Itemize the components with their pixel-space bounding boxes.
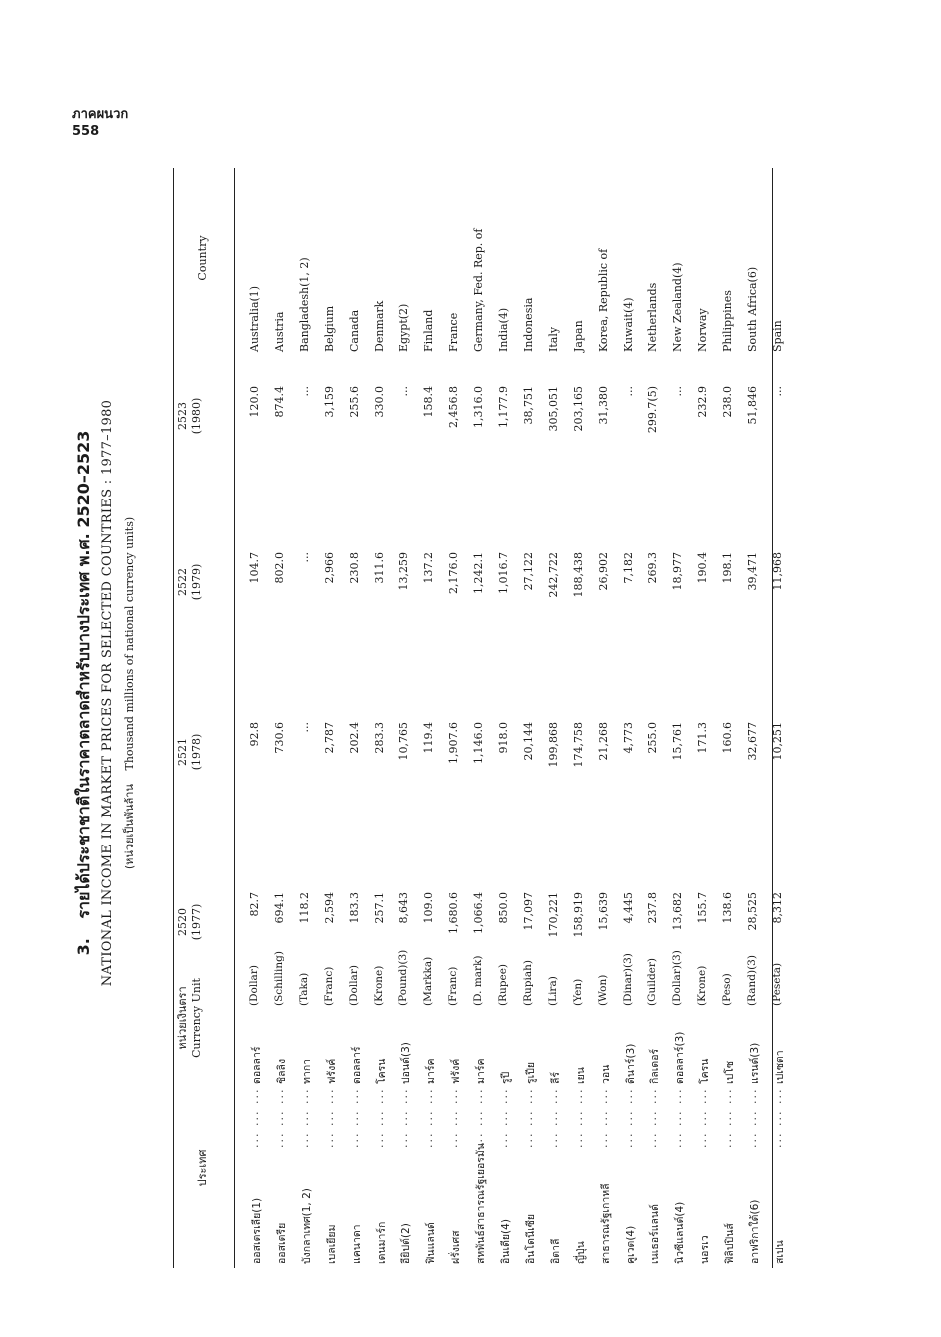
dot-leader: ... ... ... [397,1087,411,1148]
rotated-table-sheet [68,118,838,1268]
table-row [640,168,668,1268]
value-1980: 3,159 [322,386,336,418]
dot-leader: ... ... ... [447,1087,461,1148]
value-1977: 155.7 [696,892,710,924]
value-1979: 2,966 [322,552,336,584]
table-row [740,168,768,1268]
value-1977: 850.0 [497,892,510,924]
header-year-ad: (1978) [190,733,203,771]
value-1977: 8,312 [770,892,784,924]
country-name-english: Italy [546,326,560,352]
table-row [491,168,519,1268]
value-1979: 11,968 [770,552,784,591]
value-1977: 237.8 [646,892,660,924]
country-name-english: Finland [422,309,436,352]
value-1977: 82.7 [248,892,261,917]
table-row [416,168,444,1268]
currency-english: (Dollar) [347,965,360,1006]
dot-leader: ... ... ... [297,1087,311,1148]
dot-leader: ... ... ... [521,1087,535,1148]
currency-english: (Krone) [696,965,709,1006]
value-1980: ... [297,386,311,397]
dot-leader: ... ... ... [646,1087,660,1148]
value-1977: 158,919 [571,892,585,938]
country-name-english: France [447,312,461,352]
value-1980: 305,051 [546,386,560,432]
dot-leader: ... ... ... [472,1087,486,1148]
value-1979: 137.2 [422,552,436,584]
value-1979: ... [297,552,311,563]
value-1978: 10,765 [397,722,411,761]
country-name-thai: สหพันธ์สาธารณรัฐเยอรมัน [475,1142,488,1264]
unit-note [120,118,138,1268]
value-1978: 174,758 [571,722,585,768]
table-row [342,168,370,1268]
page-number: 558 [72,124,100,139]
table-row [765,168,793,1268]
country-name-thai: คูเวต(4) [624,1225,637,1264]
value-1980: ... [671,386,685,397]
currency-thai: โครน [375,1058,388,1084]
value-1978: 202.4 [347,722,361,754]
value-1977: 2,594 [322,892,336,924]
table-row [317,168,345,1268]
currency-thai: กิลเดอร์ [649,1048,662,1084]
country-name-english: Canada [347,309,361,352]
dot-leader: ... ... ... [746,1087,759,1148]
country-name-thai: สาธารณรัฐเกาหลี [599,1183,612,1264]
country-name-english: India(4) [497,307,510,352]
header-year-1980 [176,386,232,446]
country-name-english: Netherlands [646,282,660,352]
table-row [242,168,270,1268]
currency-english: (Markka) [422,956,435,1006]
value-1979: 13,259 [397,552,411,591]
table-row [715,168,743,1268]
currency-english: (Krone) [372,965,385,1006]
currency-thai: ดินาร์(3) [624,1043,637,1084]
table-top-rule [173,168,174,1268]
value-1977: 138.6 [721,892,735,924]
value-1979: 188,438 [571,552,585,598]
country-name-thai: ออสเตรีย [275,1222,288,1264]
value-1979: 39,471 [746,552,759,591]
currency-thai: รูเปีย [524,1061,537,1084]
table-number: 3. [74,938,93,956]
dot-leader: ... ... ... [322,1087,336,1148]
value-1980: 1,177.9 [497,386,510,428]
country-name-thai: นิวซีแลนด์(4) [674,1201,687,1264]
value-1978: 199,868 [546,722,560,768]
table-row [665,168,693,1268]
currency-thai: ทากา [300,1058,313,1084]
table-row [292,168,320,1268]
dot-leader: ... ... ... [546,1087,560,1148]
currency-english: (Peseta) [770,962,783,1006]
country-name-thai: บังกลาเทศ(1, 2) [300,1188,313,1264]
currency-english: (Rupiah) [521,960,534,1006]
value-1978: 4,773 [621,722,635,754]
value-1978: 283.3 [372,722,386,754]
value-1977: 183.3 [347,892,361,924]
currency-thai: เปโซ [724,1060,737,1084]
header-year-be: 2520 [176,908,189,936]
currency-english: (Dollar) [248,965,260,1006]
value-1977: 17,097 [521,892,535,931]
value-1980: 255.6 [347,386,361,418]
dot-leader: ... ... ... [272,1087,286,1148]
country-name-english: Spain [770,320,784,352]
table-header-rule [234,168,235,1268]
table-row [466,168,494,1268]
table-row [267,168,295,1268]
value-1978: 171.3 [696,722,710,754]
country-name-english: Egypt(2) [397,303,411,352]
dot-leader: ... ... ... [621,1087,635,1148]
value-1980: 120.0 [248,386,261,418]
value-1979: 311.6 [372,552,386,584]
currency-thai: วอน [599,1064,612,1084]
value-1980: ... [770,386,784,397]
dot-leader: ... ... ... [372,1087,386,1148]
currency-english: (Dollar)(3) [671,950,684,1006]
value-1978: 21,268 [596,722,610,761]
value-1977: 1,066.4 [472,892,486,934]
value-1978: 20,144 [521,722,535,761]
country-name-thai: อาฟริกาใต้(6) [749,1199,761,1264]
country-name-english: Indonesia [521,297,535,352]
currency-english: (Schilling) [272,951,285,1006]
currency-english: (Lira) [546,976,559,1006]
title-english: NATIONAL INCOME IN MARKET PRICES FOR SELECTED COUNTRIES : 1977–1980 [100,399,115,987]
country-name-thai: สเปน [773,1240,786,1264]
value-1978: 10,251 [770,722,784,761]
country-name-english: Australia(1) [248,285,261,352]
dot-leader: ... ... ... [770,1087,784,1148]
value-1980: 31,380 [596,386,610,425]
value-1978: 1,146.0 [472,722,486,764]
value-1980: 330.0 [372,386,386,418]
header-year-1977 [176,892,232,952]
value-1980: 38,751 [521,386,535,425]
value-1978: 15,761 [671,722,685,761]
value-1977: 170,221 [546,892,560,938]
value-1979: 2,176.0 [447,552,461,594]
table-row [441,168,469,1268]
currency-english: (Won) [596,974,609,1006]
value-1979: 242,722 [546,552,560,598]
header-currency-english: Currency Unit [190,978,203,1058]
dot-leader: ... ... ... [347,1087,361,1148]
table-row [690,168,718,1268]
value-1977: 4,445 [621,892,635,924]
value-1980: 874.4 [272,386,286,418]
value-1979: 104.7 [248,552,261,584]
country-name-english: Austria [272,311,286,352]
table-row [616,168,644,1268]
currency-thai: มาร์ค [425,1058,438,1084]
value-1978: ... [297,722,311,733]
country-name-thai: แคนาดา [350,1224,363,1264]
value-1979: 1,242.1 [472,552,486,594]
country-name-thai: เนเธอร์แลนด์ [649,1204,662,1264]
value-1978: 730.6 [272,722,286,754]
header-year-ad: (1980) [190,397,203,435]
value-1980: 51,846 [746,386,759,425]
dot-leader: ... ... ... [671,1087,685,1148]
value-1980: 1,316.0 [472,386,486,428]
value-1980: 2,456.8 [447,386,461,428]
country-name-thai: ญี่ปุ่น [574,1241,587,1264]
value-1980: 238.0 [721,386,735,418]
value-1979: 26,902 [596,552,610,591]
currency-english: (D. mark) [472,955,485,1006]
country-name-thai: อินโดนีเซีย [524,1214,537,1264]
value-1979: 802.0 [272,552,286,584]
value-1977: 8,643 [397,892,411,924]
country-name-english: Denmark [372,300,386,352]
dot-leader: ... ... ... [596,1087,610,1148]
header-country-thai: ประเทศ [196,1149,209,1187]
header-year-1978 [176,722,232,782]
value-1977: 118.2 [297,892,311,924]
value-1977: 1,680.6 [447,892,461,934]
value-1979: 230.8 [347,552,361,584]
value-1979: 190.4 [696,552,710,584]
country-name-english: Belgium [322,305,336,352]
currency-english: (Rupee) [497,963,509,1006]
title-thai [72,118,97,1268]
country-name-english: Norway [696,308,710,352]
header-year-ad: (1977) [190,903,203,941]
currency-english: (Pound)(3) [397,949,410,1006]
country-name-thai: นอรเว [699,1235,712,1264]
currency-thai: รูปี [500,1071,512,1084]
value-1979: 18,977 [671,552,685,591]
unit-note-thai: (หน่วยเป็นพันล้าน [123,784,136,870]
dot-leader: ... ... ... [422,1087,436,1148]
value-1980: 158.4 [422,386,436,418]
table-row [566,168,594,1268]
country-name-english: Japan [571,320,585,352]
table-row [516,168,544,1268]
currency-thai: ดอลลาร์(3) [674,1031,687,1084]
value-1979: 269.3 [646,552,660,584]
section-label: ภาคผนวก [72,107,129,122]
currency-thai: โครน [699,1058,712,1084]
value-1978: 92.8 [248,722,261,747]
value-1978: 2,787 [322,722,336,754]
country-name-english: Bangladesh(1, 2) [297,257,311,352]
country-name-thai: ออสเตรเลีย(1) [251,1197,263,1264]
value-1980: 299.7(5) [646,386,660,434]
country-name-english: Germany, Fed. Rep. of [472,228,486,352]
country-name-english: South Africa(6) [746,266,759,352]
value-1978: 1,907.6 [447,722,461,764]
country-name-thai: อิตาลี [549,1238,562,1264]
header-year-be: 2522 [176,568,189,596]
header-currency-thai: หน่วยเงินตรา [176,986,189,1050]
currency-thai: ฟรังค์ [325,1058,338,1084]
value-1979: 7,182 [621,552,635,584]
title-thai-text: รายได้ประชาชาติในราคาตลาดสำหรับบางประเทศ พ.ศ. 2520–2523 [74,430,93,919]
dot-leader: ... ... ... [497,1087,510,1148]
currency-thai: ปอนด์(3) [400,1042,413,1084]
currency-english: (Peso) [721,973,734,1006]
currency-thai: เยน [574,1067,587,1084]
currency-english: (Yen) [571,978,584,1006]
dot-leader: ... ... ... [696,1087,710,1148]
currency-english: (Guilder) [646,957,659,1006]
country-name-thai: อียิปต์(2) [400,1223,413,1264]
currency-english: (Franc) [322,966,335,1006]
value-1979: 27,122 [521,552,535,591]
value-1978: 160.6 [721,722,735,754]
table-bottom-rule [772,168,773,1268]
country-name-thai: อินเดีย(4) [500,1219,512,1264]
value-1977: 13,682 [671,892,685,931]
header-year-be: 2523 [176,402,189,430]
dot-leader: ... ... ... [571,1087,585,1148]
unit-note-english: Thousand millions of national currency units) [123,516,136,771]
currency-english: (Franc) [447,966,460,1006]
currency-thai: ดอลลาร์ [251,1046,263,1084]
currency-thai: มาร์ค [475,1058,488,1084]
value-1980: 203,165 [571,386,585,432]
value-1978: 255.0 [646,722,660,754]
table-row [541,168,569,1268]
value-1977: 257.1 [372,892,386,924]
country-name-english: Philippines [721,290,735,352]
value-1977: 109.0 [422,892,436,924]
country-name-thai: ฟิลิปปินส์ [724,1223,737,1264]
header-year-ad: (1979) [190,563,203,601]
header-currency [176,948,232,1088]
header-year-1979 [176,552,232,612]
currency-english: (Dinar)(3) [621,953,634,1006]
table-row [591,168,619,1268]
value-1978: 32,677 [746,722,759,761]
value-1980: ... [397,386,411,397]
dot-leader: ... ... ... [721,1087,735,1148]
table-row [391,168,419,1268]
value-1979: 198.1 [721,552,735,584]
country-name-thai: เบลเยียม [325,1224,338,1264]
country-name-english: Kuwait(4) [621,297,635,352]
country-name-english: New Zealand(4) [671,262,685,352]
value-1978: 119.4 [422,722,436,754]
country-name-english: Korea, Republic of [596,248,610,352]
value-1980: ... [621,386,635,397]
currency-thai: ชิลลิง [275,1058,288,1084]
table-row [367,168,395,1268]
value-1980: 232.9 [696,386,710,418]
currency-thai: ลีร์ [549,1071,562,1084]
value-1978: 918.0 [497,722,510,754]
value-1977: 28,525 [746,892,759,931]
currency-english: (Rand)(3) [746,955,758,1006]
currency-thai: ฟรังค์ [450,1058,463,1084]
currency-thai: แรนด์(3) [749,1042,761,1084]
country-name-thai: ฝรั่งเศส [450,1230,463,1264]
value-1977: 694.1 [272,892,286,924]
country-name-thai: เดนมาร์ก [375,1221,388,1264]
header-country-english: Country [196,235,209,281]
currency-thai: ดอลลาร์ [350,1046,363,1084]
value-1979: 1,016.7 [497,552,510,594]
currency-thai: เปเซตา [773,1050,786,1084]
dot-leader: ... ... ... [248,1087,261,1148]
currency-english: (Taka) [297,972,310,1006]
country-name-thai: ฟินแลนด์ [425,1222,438,1264]
value-1977: 15,639 [596,892,610,931]
header-year-be: 2521 [176,738,189,766]
